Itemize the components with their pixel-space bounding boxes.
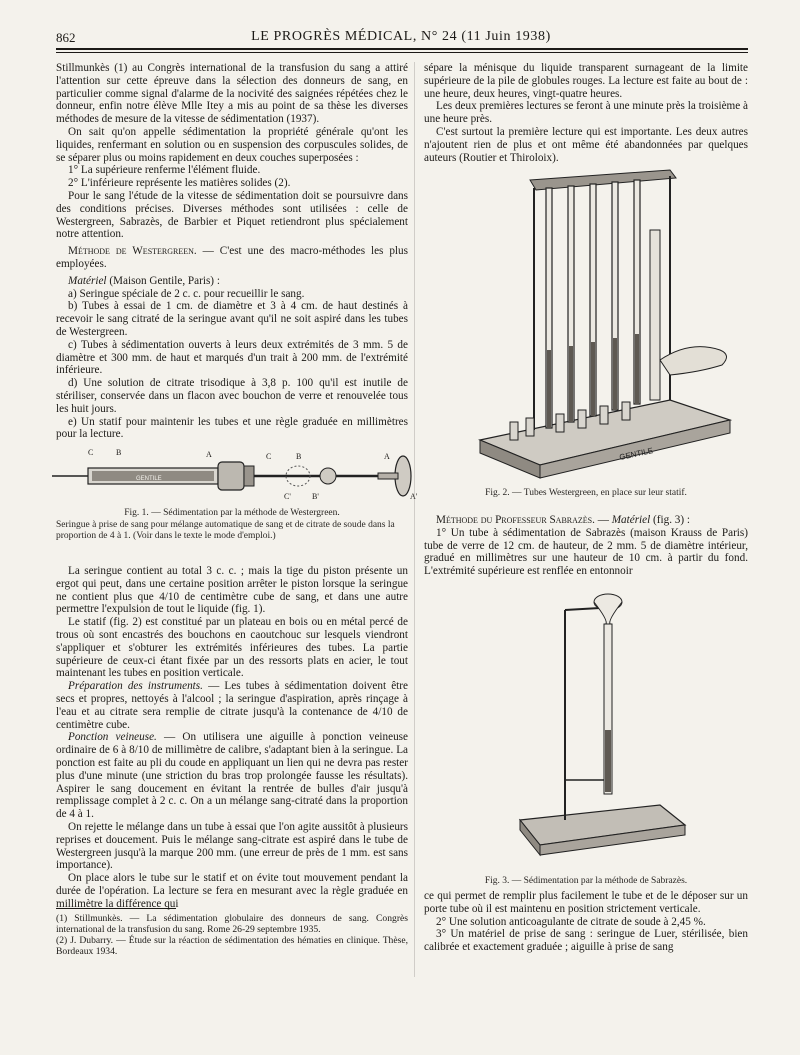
caption-text: — Sédimentation par la méthode de Sabrazès. bbox=[509, 876, 688, 886]
paragraph: ce qui permet de remplir plus facilement le tube et de le déposer sur un porte tube où il est maintenu en position strictement verticale. bbox=[424, 890, 748, 915]
journal-title: LE PROGRÈS MÉDICAL, N° 24 (11 Juin 1938) bbox=[251, 29, 551, 44]
footnote: (1) Stillmunkès. — La sédimentation globulaire des donneurs de sang. Congrès international de la transfusion du sang. Rome 26-29 septembre 1935. bbox=[56, 913, 408, 935]
paragraph: On place alors le tube sur le statif et on évite tout mouvement pendant la durée de l'opération. La lecture se fera en mesurant avec la règle graduée en millimètre la différence qui bbox=[56, 872, 408, 910]
right-column-top bbox=[424, 62, 748, 164]
column-gutter bbox=[414, 62, 415, 977]
fig1-label-c: C bbox=[88, 448, 94, 457]
figure-1-caption-detail: Seringue à prise de sang pour mélange automatique de sang et de citrate de soude dans la proportion de 4 à 1. (Voir dans le texte le mode d'emploi.) bbox=[56, 520, 395, 541]
subheading: Matériel bbox=[611, 514, 651, 526]
section-paragraph bbox=[56, 245, 408, 271]
paragraph: Pour le sang l'étude de la vitesse de sédimentation doit se poursuivre dans des conditions précises. Diverses méthodes sont utilisées : celle de Westergreen, Sabrazès, de Barbier et Piquet retiendront plus spécialement notre attention. bbox=[56, 189, 408, 241]
westergreen-stand-illustration bbox=[470, 160, 740, 482]
footnote: (2) J. Dubarry. — Étude sur la réaction de sédimentation des hématies en clinique. Thèse, Bordeaux 1934. bbox=[56, 935, 408, 957]
footnote-rule bbox=[56, 908, 176, 909]
caption-label: Fig. 2. bbox=[485, 488, 510, 498]
paragraph: 1° Un tube à sédimentation de Sabrazès (maison Krauss de Paris) tube de verre de 12 cm. de hauteur, de 2 mm. 5 de diamètre intérieur, gradué en millimètres sur une hauteur de 10 cm. à partir du fond. L'extrémité supérieure est renflée en entonnoir bbox=[424, 526, 748, 578]
engraving-label: GENTILE bbox=[618, 446, 654, 462]
figure-1-caption bbox=[56, 508, 408, 519]
section-text: (fig. 3) : bbox=[650, 514, 691, 526]
paragraph bbox=[56, 731, 408, 821]
section-heading: Méthode du Professeur Sabrazès. bbox=[436, 514, 595, 526]
header-rule-thin bbox=[56, 52, 748, 53]
section-dash: — bbox=[594, 514, 612, 526]
list-item: a) Seringue spéciale de 2 c. c. pour recueillir le sang. bbox=[68, 287, 305, 300]
fig1-label-b-prime: B' bbox=[312, 492, 319, 501]
paragraph: 2° Une solution anticoagulante de citrate de soude à 2,45 %. bbox=[436, 915, 706, 928]
fig1-label-a: A bbox=[206, 450, 212, 459]
left-column-bottom bbox=[56, 565, 408, 911]
list-item: e) Un statif pour maintenir les tubes et une règle graduée en millimètres pour la lecture. bbox=[56, 415, 408, 441]
caption-label: Fig. 1. bbox=[124, 508, 149, 518]
footnotes bbox=[56, 913, 408, 957]
paragraph: sépare la ménisque du liquide transparent surnageant de la limite supérieure de la pile de globules rouges. La lecture est faite au bout de : une heure, deux heures, vingt-quatre heures. bbox=[424, 62, 748, 100]
caption-text: — Tubes Westergreen, en place sur leur statif. bbox=[509, 488, 687, 498]
paragraph: Stillmunkès (1) au Congrès international de la transfusion du sang a attiré l'attention sur cette épreuve dans la sélection des donneurs de sang, en particulier comme signal d'alarme de la nocivité des saignées répétées chez le donneur, enfin notre élève Mlle Itey a mis au point de sa thèse les diverses méthodes de mesure de la vitesse de sédimentation (1937). bbox=[56, 62, 408, 126]
fig1-label-c2: C bbox=[266, 452, 272, 461]
syringe-illustration bbox=[48, 446, 428, 506]
caption-text: — Sédimentation par la méthode de Westergreen. bbox=[148, 508, 340, 518]
paragraph bbox=[56, 680, 408, 731]
list-item: b) Tubes à essai de 1 cm. de diamètre et 3 à 4 cm. de haut destinés à recevoir le sang citraté de la seringue avant qu'il ne soit aspiré dans les tubes de Westergreen. bbox=[56, 300, 408, 338]
right-column-bottom bbox=[424, 890, 748, 954]
subheading-text: — On utilisera une aiguille à ponction veineuse ordinaire de 6 à 8/10 de millimètre de calibre, s'adaptant bien à la seringue. La ponction est faite au pli du coude en appliquant un lien qui ne devra pas rester plus d'une minute (une striction du bras trop prolongée fausse les résultats). Aspirer le sang doucement en évitant la rentrée de bulles d'air jusqu'à remplissage complet à 2 c. c. On a un mélange sang-citraté dans la proportion de 4 à 1. bbox=[56, 731, 408, 821]
section-text: — C'est une des macro-méthodes les plus employées. bbox=[56, 245, 408, 270]
right-column-middle bbox=[424, 514, 748, 578]
subheading: Ponction veineuse. bbox=[68, 731, 157, 744]
subheading-text: (Maison Gentile, Paris) : bbox=[106, 274, 220, 287]
left-column-top bbox=[56, 62, 408, 441]
paragraph: La seringue contient au total 3 c. c. ; mais la tige du piston présente un ergot qui peut, dans une certaine position arrêter le piston lorsque la seringue ne contient plus que 4/10 de centimètre cube de sang, et dans une autre permettre l'expulsion de tout le liquide (fig. 1). bbox=[56, 565, 408, 616]
figure-2-caption bbox=[424, 488, 748, 499]
list-item: d) Une solution de citrate trisodique à 3,8 p. 100 qu'il est inutile de stériliser, conservée dans un flacon avec bouchon de verre et renouvelée tous les huit jours. bbox=[56, 377, 408, 415]
list-item: c) Tubes à sédimentation ouverts à leurs deux extrémités de 3 mm. 5 de diamètre et 300 mm. de haut et marqués d'un trait à 200 mm. de l'extrémité inférieure. bbox=[56, 338, 408, 377]
subheading: Préparation des instruments. bbox=[68, 680, 203, 693]
fig1-label-c-prime: C' bbox=[284, 492, 291, 501]
sabrazes-stand-illustration bbox=[510, 580, 690, 870]
paragraph: On rejette le mélange dans un tube à essai que l'on agite aussitôt à plusieurs reprises et doucement. Puis le mélange sang-citrate est aspiré dans le tube de Westergreen jusqu'à la marque 200 mm. (une erreur de près de 1 mm. est sans importance). bbox=[56, 820, 408, 872]
fig1-label-a-prime: A' bbox=[410, 492, 418, 501]
paragraph: Le statif (fig. 2) est constitué par un plateau en bois ou en métal percé de trous où sont encastrés des bouchons en caoutchouc sur lesquels viendront s'appliquer et s'obturer les extrémités inférieures des tubes. La partie supérieure de ceux-ci étant fixée par un des ressorts plats en acier, le tout maintenant les tubes en position verticale. bbox=[56, 616, 408, 680]
paragraph bbox=[56, 275, 408, 288]
section-heading: Méthode de Westergreen. bbox=[68, 245, 197, 258]
section-paragraph bbox=[424, 514, 748, 527]
paragraph: On sait qu'on appelle sédimentation la propriété générale qu'ont les liquides, renfermant en solution ou en suspension des corpuscules solides, de se séparer plus ou moins rapidement en deux couches superposées : bbox=[56, 125, 408, 164]
figure-3-sabrazes-stand bbox=[510, 580, 690, 870]
subheading: Matériel bbox=[68, 274, 107, 287]
fig1-label-b2: B bbox=[296, 452, 302, 461]
figure-2-westergreen-stand bbox=[470, 160, 740, 482]
paragraph: 3° Un matériel de prise de sang : seringue de Luer, stérilisée, bien calibrée et exactement graduée ; aiguille à prise de sang bbox=[424, 928, 748, 954]
fig1-label-b: B bbox=[116, 448, 122, 457]
engraving-label: GENTILE bbox=[136, 476, 162, 482]
paragraph: 1° La supérieure renferme l'élément fluide. bbox=[68, 164, 261, 177]
paragraph: C'est surtout la première lecture qui est importante. Les deux autres n'ajoutent rien de plus et ont même été abandonnées par quelques auteurs (Routier et Thiroloix). bbox=[424, 125, 748, 164]
paragraph: Les deux premières lectures se feront à une minute près la troisième à une heure près. bbox=[424, 100, 748, 126]
caption-label: Fig. 3. bbox=[484, 876, 510, 886]
running-header bbox=[56, 26, 746, 48]
fig1-label-a2: A bbox=[384, 452, 390, 461]
header-rule bbox=[56, 48, 748, 50]
paragraph: 2° L'inférieure représente les matières solides (2). bbox=[68, 177, 291, 190]
subheading-text: — Les tubes à sédimentation doivent être secs et propres, nettoyés à l'alcool ; la seringue d'aspiration, après rinçage à l'eau et au citrate sera remplie de citrate jusqu'à la contenance de 4/10 de centimètre cube. bbox=[56, 680, 408, 731]
figure-3-caption bbox=[424, 876, 748, 887]
figure-1-syringe bbox=[48, 446, 428, 506]
page-number: 862 bbox=[56, 30, 76, 45]
